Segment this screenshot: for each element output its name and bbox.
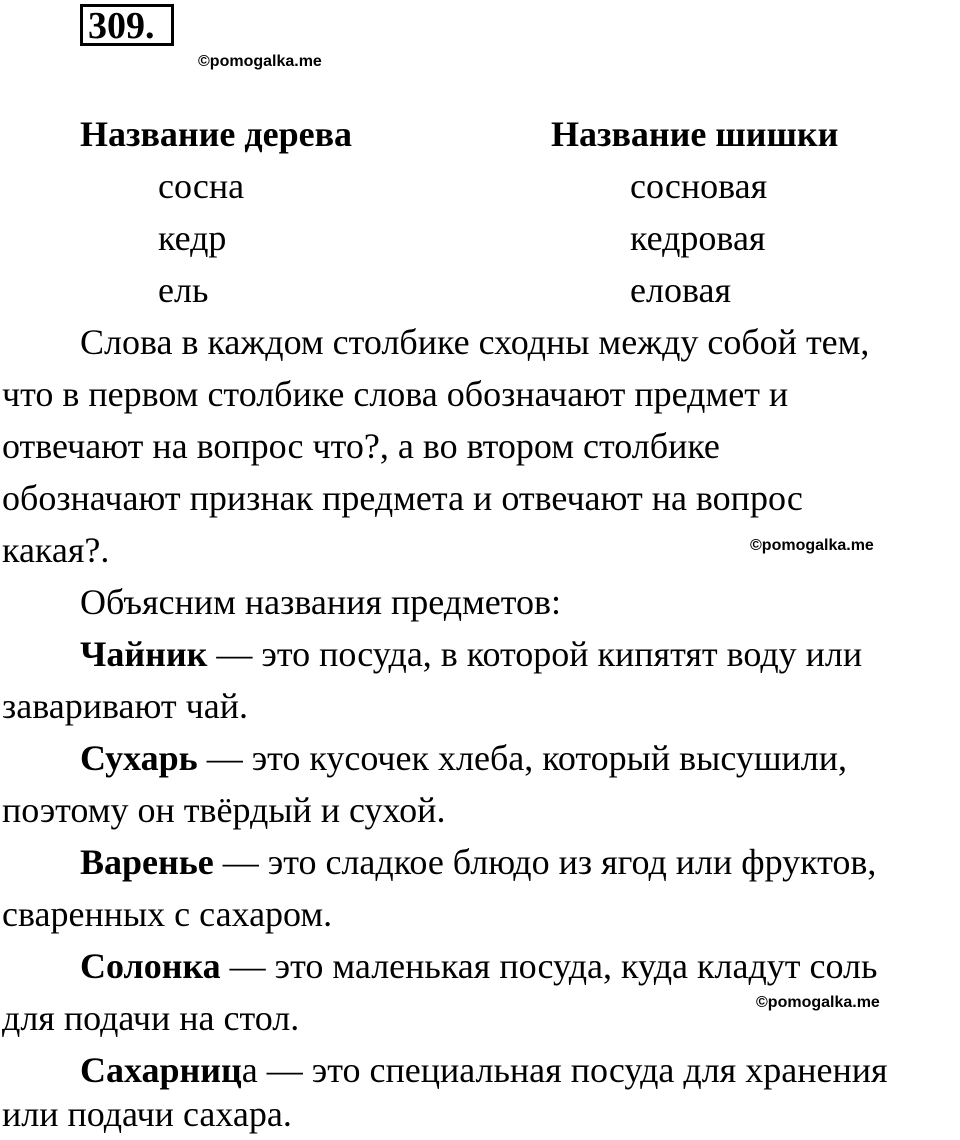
definition-line: сваренных с сахаром. — [2, 894, 333, 934]
cone-name: сосновая — [630, 166, 768, 206]
watermark: ©pomogalka.me — [750, 537, 874, 554]
watermark: ©pomogalka.me — [756, 994, 880, 1011]
definition-text: — это кусочек хлеба, который высушили, — [197, 738, 848, 778]
definition-term: Варенье — [80, 842, 214, 882]
column-header-tree: Название дерева — [80, 114, 353, 154]
definition-term: Чайник — [80, 634, 208, 674]
definition-line — [80, 940, 877, 992]
cone-name: кедровая — [630, 218, 766, 258]
definition-line: поэтому он твёрдый и сухой. — [2, 790, 446, 830]
definition-line: для подачи на стол. — [2, 998, 300, 1038]
definition-text: а — это специальная посуда для хранения — [241, 1050, 888, 1090]
paragraph-line: отвечают на вопрос что?, а во втором столбике — [2, 426, 720, 466]
watermark: ©pomogalka.me — [198, 53, 322, 70]
definition-term: Сухарь — [80, 738, 198, 778]
definition-line: или подачи сахара. — [2, 1094, 292, 1134]
definition-line — [80, 836, 876, 888]
definition-line: заваривают чай. — [2, 686, 248, 726]
definition-text: — это маленькая посуда, куда кладут соль — [220, 946, 878, 986]
definition-text: — это сладкое блюдо из ягод или фруктов, — [213, 842, 877, 882]
paragraph-line: что в первом столбике слова обозначают предмет и — [2, 374, 789, 414]
tree-name: кедр — [158, 218, 227, 258]
definition-text: — это посуда, в которой кипятят воду или — [207, 634, 863, 674]
paragraph-line: какая?. — [2, 530, 110, 570]
definition-term: Солонка — [80, 946, 221, 986]
tree-name: ель — [158, 270, 209, 310]
definition-term: Сахарниц — [80, 1050, 242, 1090]
exercise-number: 309. — [88, 5, 155, 47]
cone-name: еловая — [630, 270, 732, 310]
definition-line — [80, 732, 847, 784]
definitions-intro: Объясним названия предметов: — [80, 582, 562, 622]
paragraph-line: Слова в каждом столбике сходны между собой тем, — [80, 322, 870, 362]
tree-name: сосна — [158, 166, 245, 206]
definition-line — [80, 628, 862, 680]
paragraph-line: обозначают признак предмета и отвечают на вопрос — [2, 478, 803, 518]
column-header-cone: Название шишки — [551, 114, 839, 154]
